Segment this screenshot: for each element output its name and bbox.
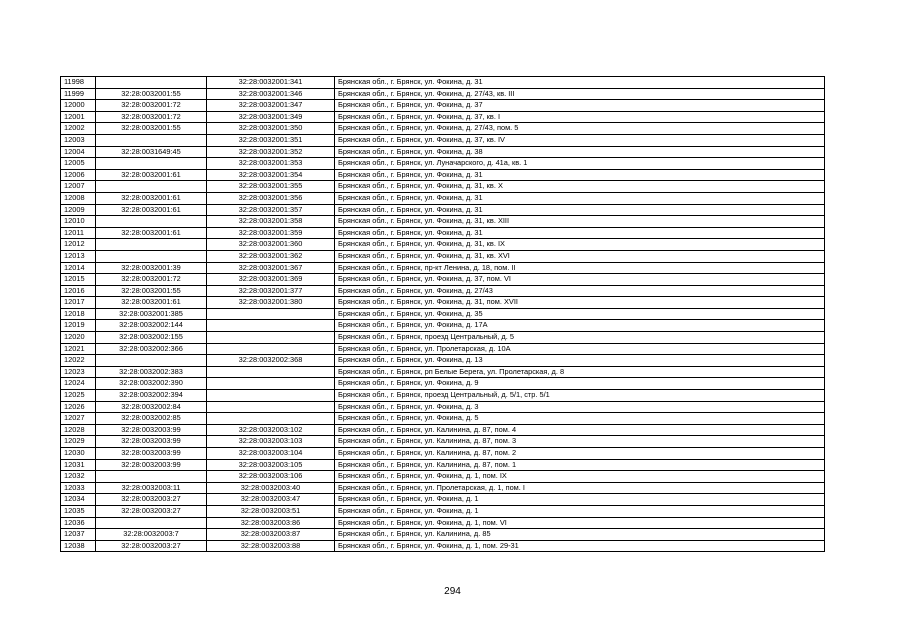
parcel-number-cell (96, 158, 207, 170)
row-number-cell: 12019 (61, 320, 96, 332)
parcel-number-cell (96, 355, 207, 367)
table-row (61, 413, 825, 425)
address-cell: Брянская обл., г. Брянск, ул. Фокина, д. 5 (335, 413, 825, 425)
parcel-number-cell: 32:28:0032001:61 (96, 204, 207, 216)
table-row (61, 204, 825, 216)
object-number-cell (207, 320, 335, 332)
object-number-cell: 32:28:0032001:354 (207, 169, 335, 181)
table-row (61, 100, 825, 112)
parcel-number-cell: 32:28:0032003:27 (96, 540, 207, 552)
parcel-number-cell: 32:28:0032001:61 (96, 297, 207, 309)
table-row (61, 517, 825, 529)
address-cell: Брянская обл., г. Брянск, ул. Фокина, д. 1 (335, 494, 825, 506)
table-row (61, 378, 825, 390)
address-cell: Брянская обл., г. Брянск, ул. Фокина, д. 37, кв. IV (335, 134, 825, 146)
table-row (61, 77, 825, 89)
object-number-cell: 32:28:0032003:86 (207, 517, 335, 529)
row-number-cell: 12022 (61, 355, 96, 367)
address-cell: Брянская обл., г. Брянск, ул. Фокина, д. 31, кв. IX (335, 239, 825, 251)
row-number-cell: 12023 (61, 366, 96, 378)
parcel-number-cell (96, 77, 207, 89)
object-number-cell: 32:28:0032001:380 (207, 297, 335, 309)
address-cell: Брянская обл., г. Брянск, ул. Фокина, д. 31, пом. XVII (335, 297, 825, 309)
row-number-cell: 12001 (61, 111, 96, 123)
table-row (61, 285, 825, 297)
row-number-cell: 12021 (61, 343, 96, 355)
row-number-cell: 12005 (61, 158, 96, 170)
address-cell: Брянская обл., г. Брянск, ул. Фокина, д. 17А (335, 320, 825, 332)
table-row (61, 448, 825, 460)
object-number-cell (207, 413, 335, 425)
object-number-cell: 32:28:0032003:106 (207, 471, 335, 483)
object-number-cell (207, 390, 335, 402)
parcel-number-cell: 32:28:0031649:45 (96, 146, 207, 158)
parcel-number-cell (96, 517, 207, 529)
object-number-cell: 32:28:0032001:359 (207, 227, 335, 239)
address-cell: Брянская обл., г. Брянск, проезд Центральный, д. 5 (335, 332, 825, 344)
table-row (61, 505, 825, 517)
records-table-body (61, 77, 825, 552)
table-row (61, 482, 825, 494)
row-number-cell: 12012 (61, 239, 96, 251)
parcel-number-cell: 32:28:0032003:7 (96, 529, 207, 541)
object-number-cell: 32:28:0032001:347 (207, 100, 335, 112)
parcel-number-cell: 32:28:0032002:394 (96, 390, 207, 402)
table-row (61, 366, 825, 378)
row-number-cell: 12018 (61, 308, 96, 320)
address-cell: Брянская обл., г. Брянск, ул. Калинина, д. 87, пом. 2 (335, 448, 825, 460)
row-number-cell: 12013 (61, 250, 96, 262)
parcel-number-cell: 32:28:0032003:99 (96, 436, 207, 448)
address-cell: Брянская обл., г. Брянск, ул. Калинина, д. 87, пом. 4 (335, 424, 825, 436)
address-cell: Брянская обл., г. Брянск, ул. Фокина, д. 13 (335, 355, 825, 367)
row-number-cell: 12024 (61, 378, 96, 390)
parcel-number-cell: 32:28:0032003:99 (96, 424, 207, 436)
table-row (61, 459, 825, 471)
object-number-cell (207, 401, 335, 413)
address-cell: Брянская обл., г. Брянск, ул. Пролетарская, д. 10А (335, 343, 825, 355)
object-number-cell: 32:28:0032001:369 (207, 274, 335, 286)
object-number-cell: 32:28:0032001:353 (207, 158, 335, 170)
object-number-cell: 32:28:0032001:349 (207, 111, 335, 123)
address-cell: Брянская обл., г. Брянск, ул. Фокина, д. 37, пом. VI (335, 274, 825, 286)
table-row (61, 216, 825, 228)
table-row (61, 192, 825, 204)
address-cell: Брянская обл., г. Брянск, пр-кт Ленина, д. 18, пом. II (335, 262, 825, 274)
parcel-number-cell: 32:28:0032001:39 (96, 262, 207, 274)
address-cell: Брянская обл., г. Брянск, ул. Калинина, д. 87, пом. 3 (335, 436, 825, 448)
parcel-number-cell: 32:28:0032001:55 (96, 285, 207, 297)
row-number-cell: 11999 (61, 88, 96, 100)
row-number-cell: 12020 (61, 332, 96, 344)
table-row (61, 401, 825, 413)
address-cell: Брянская обл., г. Брянск, ул. Луначарского, д. 41а, кв. 1 (335, 158, 825, 170)
table-row (61, 123, 825, 135)
address-cell: Брянская обл., г. Брянск, ул. Фокина, д. 37 (335, 100, 825, 112)
address-cell: Брянская обл., г. Брянск, ул. Фокина, д. 31, кв. XVI (335, 250, 825, 262)
table-row (61, 494, 825, 506)
object-number-cell: 32:28:0032003:102 (207, 424, 335, 436)
address-cell: Брянская обл., г. Брянск, ул. Фокина, д. 31 (335, 204, 825, 216)
row-number-cell: 11998 (61, 77, 96, 89)
parcel-number-cell: 32:28:0032001:72 (96, 111, 207, 123)
parcel-number-cell (96, 471, 207, 483)
parcel-number-cell (96, 134, 207, 146)
table-row (61, 343, 825, 355)
object-number-cell: 32:28:0032003:47 (207, 494, 335, 506)
row-number-cell: 12025 (61, 390, 96, 402)
parcel-number-cell: 32:28:0032003:99 (96, 448, 207, 460)
table-row (61, 134, 825, 146)
parcel-number-cell: 32:28:0032003:27 (96, 494, 207, 506)
parcel-number-cell: 32:28:0032001:61 (96, 227, 207, 239)
table-row (61, 436, 825, 448)
row-number-cell: 12030 (61, 448, 96, 460)
records-table (60, 76, 825, 552)
address-cell: Брянская обл., г. Брянск, ул. Фокина, д. 31 (335, 227, 825, 239)
row-number-cell: 12002 (61, 123, 96, 135)
row-number-cell: 12031 (61, 459, 96, 471)
object-number-cell: 32:28:0032001:367 (207, 262, 335, 274)
object-number-cell: 32:28:0032001:351 (207, 134, 335, 146)
address-cell: Брянская обл., г. Брянск, ул. Фокина, д. 1 (335, 505, 825, 517)
table-row (61, 158, 825, 170)
object-number-cell: 32:28:0032003:51 (207, 505, 335, 517)
parcel-number-cell: 32:28:0032003:11 (96, 482, 207, 494)
table-row (61, 239, 825, 251)
address-cell: Брянская обл., г. Брянск, рп Белые Берега, ул. Пролетарская, д. 8 (335, 366, 825, 378)
address-cell: Брянская обл., г. Брянск, ул. Калинина, д. 85 (335, 529, 825, 541)
object-number-cell (207, 366, 335, 378)
object-number-cell: 32:28:0032003:87 (207, 529, 335, 541)
row-number-cell: 12004 (61, 146, 96, 158)
parcel-number-cell: 32:28:0032001:61 (96, 169, 207, 181)
address-cell: Брянская обл., г. Брянск, ул. Фокина, д. 31, кв. X (335, 181, 825, 193)
parcel-number-cell: 32:28:0032001:72 (96, 100, 207, 112)
table-row (61, 540, 825, 552)
object-number-cell (207, 343, 335, 355)
object-number-cell: 32:28:0032003:88 (207, 540, 335, 552)
address-cell: Брянская обл., г. Брянск, ул. Фокина, д. 27/43, пом. 5 (335, 123, 825, 135)
parcel-number-cell: 32:28:0032001:385 (96, 308, 207, 320)
object-number-cell: 32:28:0032001:377 (207, 285, 335, 297)
parcel-number-cell: 32:28:0032002:155 (96, 332, 207, 344)
object-number-cell: 32:28:0032001:352 (207, 146, 335, 158)
parcel-number-cell (96, 250, 207, 262)
table-row (61, 332, 825, 344)
address-cell: Брянская обл., г. Брянск, ул. Фокина, д. 1, пом. VI (335, 517, 825, 529)
table-row (61, 227, 825, 239)
row-number-cell: 12006 (61, 169, 96, 181)
address-cell: Брянская обл., г. Брянск, ул. Калинина, д. 87, пом. 1 (335, 459, 825, 471)
object-number-cell: 32:28:0032001:360 (207, 239, 335, 251)
address-cell: Брянская обл., г. Брянск, ул. Пролетарская, д. 1, пом. I (335, 482, 825, 494)
parcel-number-cell: 32:28:0032003:27 (96, 505, 207, 517)
object-number-cell: 32:28:0032001:362 (207, 250, 335, 262)
parcel-number-cell: 32:28:0032002:366 (96, 343, 207, 355)
row-number-cell: 12035 (61, 505, 96, 517)
parcel-number-cell: 32:28:0032002:85 (96, 413, 207, 425)
table-row (61, 88, 825, 100)
object-number-cell: 32:28:0032001:346 (207, 88, 335, 100)
parcel-number-cell: 32:28:0032002:383 (96, 366, 207, 378)
row-number-cell: 12033 (61, 482, 96, 494)
object-number-cell: 32:28:0032003:104 (207, 448, 335, 460)
address-cell: Брянская обл., г. Брянск, ул. Фокина, д. 27/43, кв. III (335, 88, 825, 100)
object-number-cell (207, 378, 335, 390)
object-number-cell: 32:28:0032001:356 (207, 192, 335, 204)
parcel-number-cell: 32:28:0032003:99 (96, 459, 207, 471)
parcel-number-cell (96, 181, 207, 193)
object-number-cell: 32:28:0032001:358 (207, 216, 335, 228)
address-cell: Брянская обл., г. Брянск, ул. Фокина, д. 1, пом. 29-31 (335, 540, 825, 552)
address-cell: Брянская обл., г. Брянск, ул. Фокина, д. 31 (335, 77, 825, 89)
table-row (61, 320, 825, 332)
object-number-cell: 32:28:0032001:357 (207, 204, 335, 216)
row-number-cell: 12010 (61, 216, 96, 228)
object-number-cell: 32:28:0032001:355 (207, 181, 335, 193)
row-number-cell: 12008 (61, 192, 96, 204)
object-number-cell (207, 308, 335, 320)
table-row (61, 471, 825, 483)
address-cell: Брянская обл., г. Брянск, ул. Фокина, д. 1, пом. IX (335, 471, 825, 483)
row-number-cell: 12037 (61, 529, 96, 541)
row-number-cell: 12028 (61, 424, 96, 436)
row-number-cell: 12036 (61, 517, 96, 529)
row-number-cell: 12015 (61, 274, 96, 286)
object-number-cell: 32:28:0032003:40 (207, 482, 335, 494)
table-row (61, 274, 825, 286)
address-cell: Брянская обл., г. Брянск, ул. Фокина, д. 35 (335, 308, 825, 320)
row-number-cell: 12011 (61, 227, 96, 239)
row-number-cell: 12027 (61, 413, 96, 425)
table-row (61, 529, 825, 541)
table-row (61, 146, 825, 158)
row-number-cell: 12026 (61, 401, 96, 413)
address-cell: Брянская обл., г. Брянск, ул. Фокина, д. 37, кв. I (335, 111, 825, 123)
object-number-cell: 32:28:0032003:105 (207, 459, 335, 471)
address-cell: Брянская обл., г. Брянск, ул. Фокина, д. 3 (335, 401, 825, 413)
address-cell: Брянская обл., г. Брянск, проезд Центральный, д. 5/1, стр. 5/1 (335, 390, 825, 402)
row-number-cell: 12000 (61, 100, 96, 112)
table-row (61, 297, 825, 309)
row-number-cell: 12034 (61, 494, 96, 506)
table-row (61, 262, 825, 274)
parcel-number-cell: 32:28:0032001:72 (96, 274, 207, 286)
table-row (61, 250, 825, 262)
table-row (61, 169, 825, 181)
address-cell: Брянская обл., г. Брянск, ул. Фокина, д. 31, кв. XIII (335, 216, 825, 228)
row-number-cell: 12009 (61, 204, 96, 216)
address-cell: Брянская обл., г. Брянск, ул. Фокина, д. 31 (335, 169, 825, 181)
row-number-cell: 12017 (61, 297, 96, 309)
row-number-cell: 12007 (61, 181, 96, 193)
row-number-cell: 12003 (61, 134, 96, 146)
row-number-cell: 12014 (61, 262, 96, 274)
table-row (61, 424, 825, 436)
row-number-cell: 12016 (61, 285, 96, 297)
object-number-cell: 32:28:0032003:103 (207, 436, 335, 448)
object-number-cell: 32:28:0032002:368 (207, 355, 335, 367)
table-row (61, 390, 825, 402)
parcel-number-cell: 32:28:0032001:61 (96, 192, 207, 204)
address-cell: Брянская обл., г. Брянск, ул. Фокина, д. 31 (335, 192, 825, 204)
parcel-number-cell: 32:28:0032001:55 (96, 123, 207, 135)
parcel-number-cell: 32:28:0032001:55 (96, 88, 207, 100)
parcel-number-cell (96, 216, 207, 228)
row-number-cell: 12038 (61, 540, 96, 552)
table-row (61, 111, 825, 123)
object-number-cell: 32:28:0032001:350 (207, 123, 335, 135)
object-number-cell: 32:28:0032001:341 (207, 77, 335, 89)
parcel-number-cell: 32:28:0032002:144 (96, 320, 207, 332)
object-number-cell (207, 332, 335, 344)
table-row (61, 308, 825, 320)
address-cell: Брянская обл., г. Брянск, ул. Фокина, д. 38 (335, 146, 825, 158)
address-cell: Брянская обл., г. Брянск, ул. Фокина, д. 27/43 (335, 285, 825, 297)
table-row (61, 355, 825, 367)
row-number-cell: 12029 (61, 436, 96, 448)
parcel-number-cell: 32:28:0032002:390 (96, 378, 207, 390)
parcel-number-cell (96, 239, 207, 251)
page-number: 294 (444, 586, 461, 597)
parcel-number-cell: 32:28:0032002:84 (96, 401, 207, 413)
row-number-cell: 12032 (61, 471, 96, 483)
address-cell: Брянская обл., г. Брянск, ул. Фокина, д. 9 (335, 378, 825, 390)
table-row (61, 181, 825, 193)
